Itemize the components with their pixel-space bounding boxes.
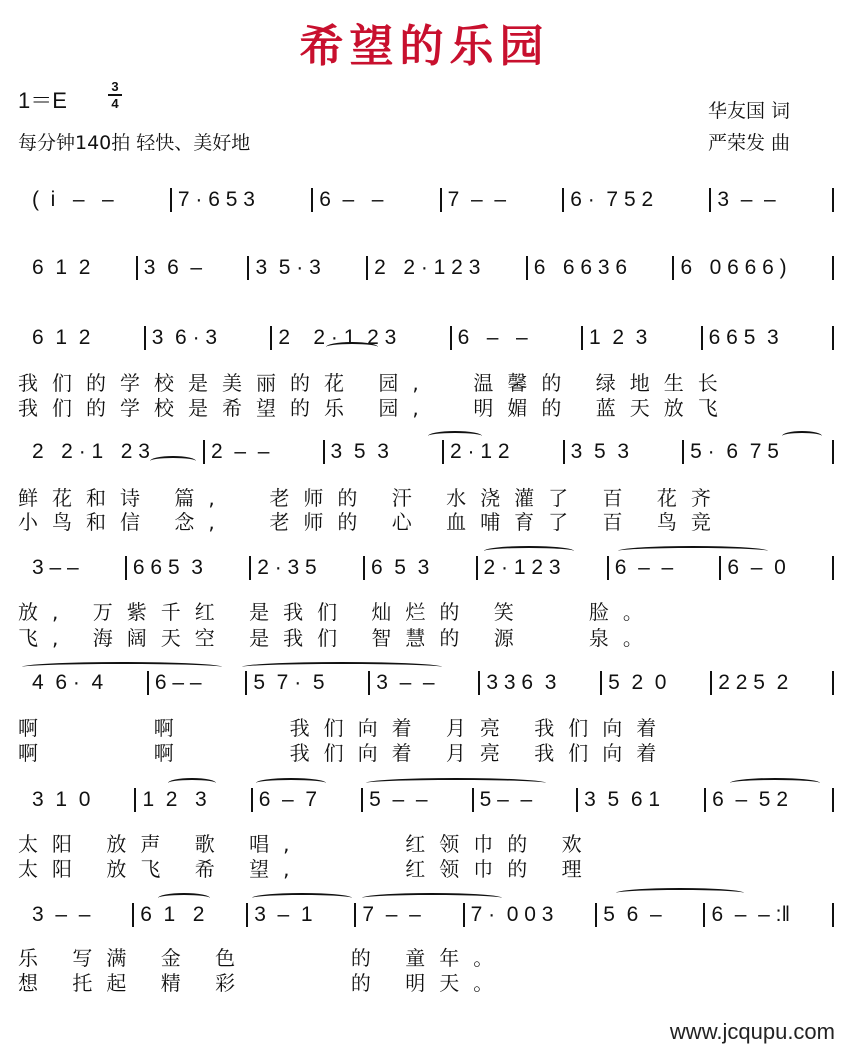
bar-line: [563, 440, 565, 464]
bar-line: [710, 671, 712, 695]
measure: 3 5 · 3: [255, 256, 321, 279]
slur-mark: [150, 456, 196, 466]
measure: 7 – –: [447, 188, 507, 211]
measure: 3 6 · 3: [151, 326, 218, 349]
slur-mark: [428, 431, 482, 441]
time-signature: [108, 80, 122, 110]
bar-line: [147, 671, 149, 695]
measure: 3 – –: [32, 903, 91, 926]
bar-line: [704, 788, 706, 812]
measure: 2 · 3 5: [257, 556, 317, 579]
bar-line: [832, 788, 834, 812]
bar-line: [600, 671, 602, 695]
measure: 3 – –: [717, 188, 776, 211]
measure: 3 5 6 1: [584, 788, 661, 811]
bar-line: [607, 556, 609, 580]
bar-line: [832, 256, 834, 280]
measure: 2 2 · 1 2 3: [32, 440, 150, 463]
bar-line: [832, 556, 834, 580]
bar-line: [361, 788, 363, 812]
bar-line: [576, 788, 578, 812]
lyric-line-3-verse-2: 我们的学校是希望的乐 园, 明媚的 蓝天放飞: [18, 396, 732, 420]
slur-mark: [168, 778, 216, 788]
measure: 3 5 3: [570, 440, 630, 463]
bar-line: [245, 671, 247, 695]
tempo-marking: 每分钟140拍 轻快、美好地: [18, 132, 251, 154]
measure: 5 – –: [369, 788, 428, 811]
key-signature: 1＝E: [18, 88, 67, 113]
bar-line: [463, 903, 465, 927]
score-line-1: [18, 188, 840, 212]
lyric-line-7-verse-1: 太阳 放声 歌 唱, 红领巾的 欢: [18, 832, 596, 856]
bar-line: [562, 188, 564, 212]
bar-line: [132, 903, 134, 927]
measure: 2 · 1 2: [450, 440, 510, 463]
bar-line: [363, 556, 365, 580]
measure: 6 · 7 5 2: [570, 188, 654, 211]
score-line-2: [18, 256, 840, 280]
score-line-6: [18, 671, 840, 695]
slur-mark: [616, 888, 744, 898]
bar-line: [719, 556, 721, 580]
measure: 3 3 6 3: [486, 671, 557, 694]
score-line-3: [18, 326, 840, 350]
score-line-4: [18, 440, 840, 464]
bar-line: [170, 188, 172, 212]
slur-mark: [242, 662, 442, 672]
bar-line: [440, 188, 442, 212]
slur-mark: [618, 546, 768, 556]
score-line-8: [18, 903, 840, 927]
time-denominator: 4: [111, 96, 119, 111]
bar-line: [832, 188, 834, 212]
measure: 6 6 6 3 6: [533, 256, 628, 279]
song-title: 希望的乐园: [299, 21, 550, 72]
measure: 6 – –: [319, 188, 384, 211]
bar-line: [246, 903, 248, 927]
measure: 3 – –: [32, 556, 79, 579]
slur-mark: [730, 778, 820, 788]
measure: 6 – –: [154, 671, 202, 694]
lyric-line-6-verse-2: 啊 啊 我们向着 月亮 我们向着: [18, 741, 671, 765]
bar-line: [450, 326, 452, 350]
lyric-line-4-verse-2: 小鸟和信 念, 老师的 心 血哺育了 百 鸟竞: [18, 510, 725, 534]
measure: 6 – 7: [258, 788, 318, 811]
measure: 3 6 –: [143, 256, 203, 279]
slur-mark: [362, 893, 502, 903]
slur-mark: [256, 778, 326, 788]
measure: 5 6 –: [603, 903, 662, 926]
slur-mark: [252, 893, 352, 903]
measure: 6 5 3: [370, 556, 430, 579]
bar-line: [136, 256, 138, 280]
bar-line: [311, 188, 313, 212]
lyricist-credit: 华友国 词: [708, 100, 791, 122]
lyric-line-5-verse-2: 飞, 海阔天空 是我们 智慧的 源 泉。: [18, 626, 657, 650]
measure: ( i – –: [32, 188, 114, 211]
measure: 3 – 1: [254, 903, 313, 926]
measure: 6 – 5 2: [712, 788, 788, 811]
bar-line: [366, 256, 368, 280]
bar-line: [703, 903, 705, 927]
bar-line: [354, 903, 356, 927]
measure: 6 – –: [614, 556, 674, 579]
bar-line: [832, 326, 834, 350]
measure: 5 · 6 7 5: [690, 440, 779, 463]
slur-mark: [484, 546, 574, 556]
measure: 2 · 1 2 3: [483, 556, 561, 579]
bar-line: [144, 326, 146, 350]
measure: 4 6 · 4: [32, 671, 104, 694]
bar-line: [472, 788, 474, 812]
measure: 6 0 6 6 6 ): [680, 256, 787, 279]
measure: 3 5 3: [330, 440, 389, 463]
slur-mark: [158, 893, 210, 903]
measure: 5 – –: [479, 788, 533, 811]
measure: 2 2 · 1 2 3: [278, 326, 397, 349]
bar-line: [595, 903, 597, 927]
lyric-line-7-verse-2: 太阳 放飞 希 望, 红领巾的 理: [18, 857, 596, 881]
lyric-line-6-verse-1: 啊 啊 我们向着 月亮 我们向着: [18, 716, 671, 740]
bar-line: [832, 440, 834, 464]
measure: 2 – –: [211, 440, 270, 463]
bar-line: [442, 440, 444, 464]
bar-line: [709, 188, 711, 212]
bar-line: [832, 903, 834, 927]
measure: 7 · 0 0 3: [470, 903, 554, 926]
measure: 2 2 5 2: [718, 671, 789, 694]
lyric-line-8-verse-1: 乐 写满 金 色 的 童年。: [18, 946, 508, 970]
measure: 3 – –: [376, 671, 435, 694]
measure: 1 2 3: [588, 326, 648, 349]
measure: 6 1 2: [32, 326, 91, 349]
measure: 2 2 · 1 2 3: [374, 256, 481, 279]
lyric-line-8-verse-2: 想 托起 精 彩 的 明天。: [18, 971, 508, 995]
measure: 6 6 5 3: [708, 326, 779, 349]
bar-line: [203, 440, 205, 464]
measure: 5 7 · 5: [253, 671, 325, 694]
measure: 5 2 0: [608, 671, 667, 694]
measure: 6 – 0: [727, 556, 786, 579]
lyric-line-3-verse-1: 我们的学校是美丽的花 园, 温馨的 绿地生长: [18, 371, 732, 395]
bar-line: [701, 326, 703, 350]
time-numerator: 3: [108, 80, 122, 96]
score-line-5: [18, 556, 840, 580]
measure: 3 1 0: [32, 788, 91, 811]
slur-mark: [22, 662, 222, 672]
score-line-7: [18, 788, 840, 812]
bar-line: [247, 256, 249, 280]
bar-line: [251, 788, 253, 812]
measure: 6 – –: [457, 326, 528, 349]
bar-line: [134, 788, 136, 812]
bar-line: [682, 440, 684, 464]
bar-line: [526, 256, 528, 280]
bar-line: [323, 440, 325, 464]
measure: 7 · 6 5 3: [177, 188, 255, 211]
bar-line: [581, 326, 583, 350]
measure: 1 2 3: [142, 788, 207, 811]
lyric-line-5-verse-1: 放, 万紫千红 是我们 灿烂的 笑 脸。: [18, 600, 657, 624]
measure: 6 6 5 3: [132, 556, 203, 579]
measure: 6 1 2: [140, 903, 205, 926]
lyric-line-4-verse-1: 鲜花和诗 篇, 老师的 汗 水浇灌了 百 花齐: [18, 486, 725, 510]
measure: 6 1 2: [32, 256, 91, 279]
composer-credit: 严荣发 曲: [708, 132, 791, 154]
bar-line: [125, 556, 127, 580]
slur-mark: [782, 431, 822, 441]
bar-line: [270, 326, 272, 350]
bar-line: [476, 556, 478, 580]
slur-mark: [366, 778, 546, 788]
bar-line: [368, 671, 370, 695]
source-watermark: www.jcqupu.com: [669, 1019, 835, 1044]
bar-line: [249, 556, 251, 580]
bar-line: [672, 256, 674, 280]
slur-mark: [326, 342, 378, 352]
bar-line: [478, 671, 480, 695]
bar-line: [832, 671, 834, 695]
measure: 7 – –: [362, 903, 421, 926]
measure: 6 – – :‖: [711, 903, 791, 926]
